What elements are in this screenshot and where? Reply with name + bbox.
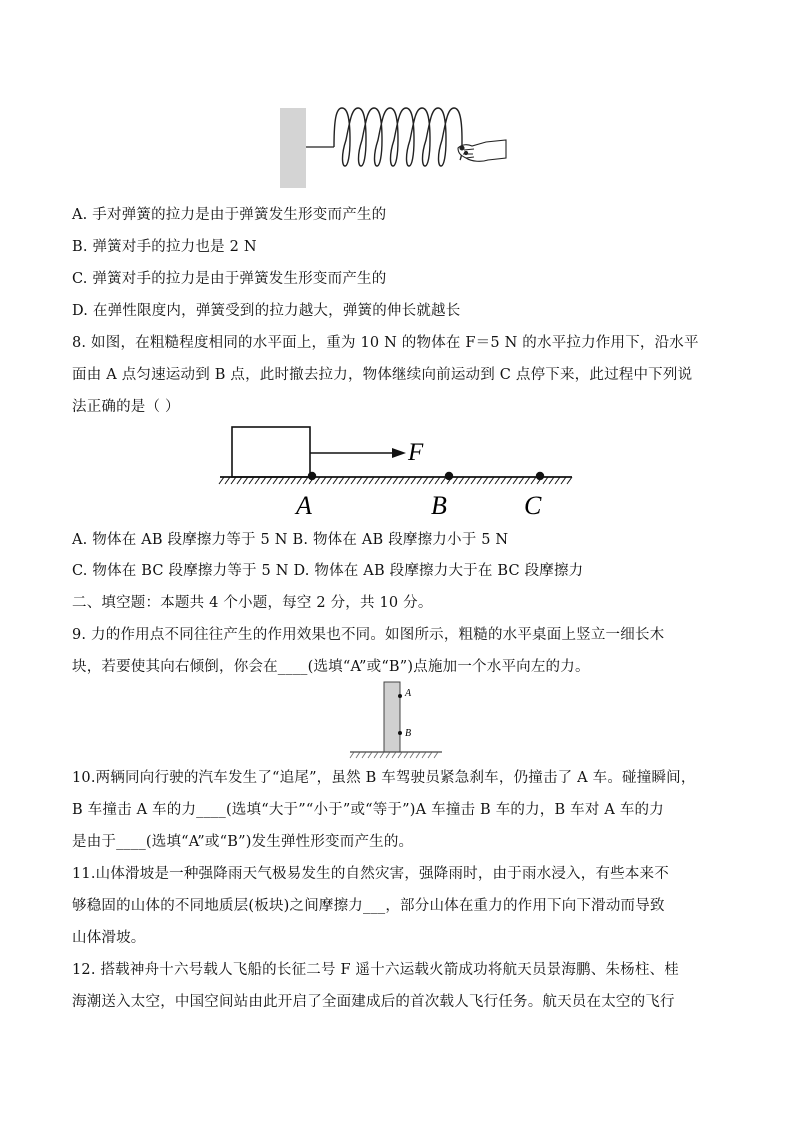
q7-option-a: A. 手对弹簧的拉力是由于弹簧发生形变而产生的 [72, 207, 387, 223]
hand-icon [458, 140, 506, 161]
q8-stem-line-2: 面由 A 点匀速运动到 B 点，此时撤去拉力，物体继续向前运动到 C 点停下来，此过程中下列说 [72, 367, 693, 383]
point-c-label: C [524, 491, 542, 520]
point-a-label: A [405, 688, 412, 699]
q10-stem-line-1: 10.两辆同向行驶的汽车发生了“追尾”，虽然 B 车驾驶员紧急刹车，仍撞击了 A 车。碰撞瞬间， [72, 770, 696, 786]
q8-stem-line-1: 8. 如图，在粗糙程度相同的水平面上，重为 10 N 的物体在 F＝5 N 的水平拉力作用下，沿水平 [72, 335, 699, 351]
point-a-label: A [296, 491, 312, 520]
block-force-figure [216, 422, 578, 522]
q12-stem-line-1: 12. 搭载神舟十六号载人飞船的长征二号 F 遥十六运载火箭成功将航天员景海鹏、朱杨柱、桂 [72, 962, 679, 978]
wall [280, 108, 306, 188]
force-arrowhead [392, 448, 406, 458]
q12-stem-line-2: 海潮送入太空，中国空间站由此开启了全面建成后的首次载人飞行任务。航天员在太空的飞行 [72, 994, 675, 1010]
q11-stem-line-1: 11.山体滑坡是一种强降雨天气极易发生的自然灾害，强降雨时，由于雨水浸入，有些本来不 [72, 866, 669, 882]
q10-stem-line-2: B 车撞击 A 车的力____(选填“大于”“小于”或“等于”)A 车撞击 B 车的力，B 车对 A 车的力 [72, 802, 664, 818]
force-label: F [408, 439, 424, 466]
q9-stem-line-2: 块，若要使其向右倾倒，你会在____(选填“A”或“B”)点施加一个水平向左的力。 [72, 659, 590, 675]
q10-stem-line-3: 是由于____(选填“A”或“B”)发生弹性形变而产生的。 [72, 834, 414, 850]
q8-options-row-1: A. 物体在 AB 段摩擦力等于 5 N B. 物体在 AB 段摩擦力小于 5 N [72, 532, 509, 548]
point-c-dot [536, 472, 544, 480]
block [232, 427, 310, 477]
point-a-dot [398, 694, 402, 698]
q8-stem-line-3: 法正确的是（ ） [72, 399, 180, 415]
ground-hatch [219, 477, 572, 484]
q9-stem-line-1: 9. 力的作用点不同往往产生的作用效果也不同。如图所示，粗糙的水平桌面上竖立一细长木 [72, 627, 665, 643]
point-b-label: B [405, 728, 412, 739]
q7-option-d: D. 在弹性限度内，弹簧受到的拉力越大，弹簧的伸长就越长 [72, 303, 461, 319]
wood-block [384, 682, 400, 752]
q11-stem-line-2: 够稳固的山体的不同地质层(板块)之间摩擦力___，部分山体在重力的作用下向下滑动而导致 [72, 898, 665, 914]
q11-stem-line-3: 山体滑坡。 [72, 930, 146, 946]
point-b-dot [398, 731, 402, 735]
table-hatch [350, 752, 438, 758]
q7-option-b: B. 弹簧对手的拉力也是 2 N [72, 239, 257, 255]
point-b-label: B [431, 491, 447, 520]
q8-options-row-2: C. 物体在 BC 段摩擦力等于 5 N D. 物体在 AB 段摩擦力大于在 BC 段摩擦力 [72, 563, 584, 579]
section-2-heading: 二、填空题：本题共 4 个小题，每空 2 分，共 10 分。 [72, 595, 433, 611]
wood-block-figure [346, 680, 446, 762]
spring-coils [334, 108, 462, 166]
point-a-dot [308, 472, 316, 480]
q7-option-c: C. 弹簧对手的拉力是由于弹簧发生形变而产生的 [72, 271, 387, 287]
spring-figure [276, 100, 516, 192]
point-b-dot [445, 472, 453, 480]
